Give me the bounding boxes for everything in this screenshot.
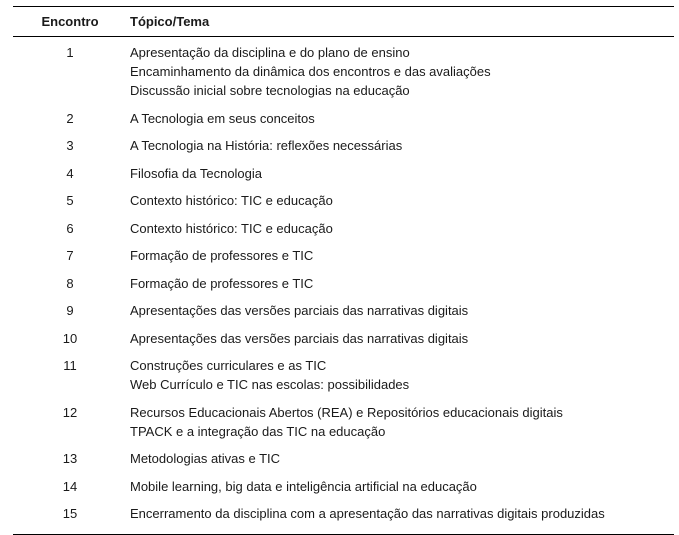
encontro-number: 3 (66, 138, 74, 153)
topico-cell (127, 329, 674, 348)
table-row (13, 164, 674, 183)
topico-cell (127, 504, 674, 523)
encontro-number: 6 (66, 220, 74, 236)
encontro-number: 2 (66, 110, 74, 126)
table-row (13, 136, 674, 155)
topico-line: Encerramento da disciplina com a apresentação das narrativas digitais produzidas (130, 506, 605, 521)
schedule-table (13, 6, 674, 535)
topico-line: Contexto histórico: TIC e educação (130, 220, 333, 236)
topico-line: Filosofia da Tecnologia (130, 165, 263, 181)
table-body (13, 37, 674, 534)
table-row (13, 43, 674, 100)
table-row (13, 301, 674, 320)
topico-cell (127, 109, 674, 128)
topico-cell (127, 219, 674, 238)
table-row (13, 504, 674, 523)
topico-cell (127, 191, 674, 210)
table-row (13, 356, 674, 394)
table-row (13, 109, 674, 128)
encontro-number: 12 (62, 404, 78, 420)
encontro-number: 4 (66, 165, 74, 181)
encontro-number: 9 (66, 303, 74, 318)
topico-line: Web Currículo e TIC nas escolas: possibilidades (130, 377, 410, 392)
topico-cell (127, 301, 674, 320)
topico-line: Metodologias ativas e TIC (130, 451, 281, 466)
topico-line: Formação de professores e TIC (130, 275, 314, 291)
table-header (13, 7, 674, 36)
table-row (13, 191, 674, 210)
encontro-number: 15 (62, 506, 78, 521)
topico-cell (127, 136, 674, 155)
topico-line: A Tecnologia em seus conceitos (130, 110, 315, 126)
topico-line: Mobile learning, big data e inteligência artificial na educação (130, 478, 477, 494)
table-row (13, 329, 674, 348)
topico-cell (127, 449, 674, 468)
topico-cell (127, 356, 674, 394)
table-row (13, 274, 674, 293)
table-row (13, 403, 674, 441)
topico-line: Contexto histórico: TIC e educação (130, 193, 333, 208)
encontro-number: 8 (66, 275, 74, 291)
topico-line: Apresentações das versões parciais das narrativas digitais (130, 330, 469, 346)
table-row (13, 449, 674, 468)
topico-cell (127, 274, 674, 293)
header-topico: Tópico/Tema (130, 14, 210, 29)
encontro-number: 13 (62, 451, 78, 466)
table-row (13, 477, 674, 496)
topico-line: Formação de professores e TIC (130, 248, 314, 263)
topico-cell (127, 43, 674, 100)
encontro-number: 1 (66, 45, 74, 60)
topico-cell (127, 403, 674, 441)
encontro-number: 5 (66, 193, 74, 208)
encontro-number: 10 (62, 330, 78, 346)
table-row (13, 219, 674, 238)
topico-line: Apresentações das versões parciais das narrativas digitais (130, 303, 469, 318)
topico-line: Construções curriculares e as TIC (130, 358, 327, 373)
topico-line: TPACK e a integração das TIC na educação (130, 423, 386, 439)
topico-cell (127, 246, 674, 265)
encontro-number: 11 (63, 358, 77, 373)
topico-line: A Tecnologia na História: reflexões necessárias (130, 138, 403, 153)
topico-line: Recursos Educacionais Abertos (REA) e Repositórios educacionais digitais (130, 404, 563, 420)
topico-line: Apresentação da disciplina e do plano de ensino (130, 45, 410, 60)
encontro-number: 14 (62, 478, 78, 494)
topico-line: Encaminhamento da dinâmica dos encontros e das avaliações (130, 64, 491, 79)
topico-cell (127, 164, 674, 183)
topico-line: Discussão inicial sobre tecnologias na educação (130, 83, 410, 98)
topico-cell (127, 477, 674, 496)
header-encontro: Encontro (41, 14, 99, 29)
table-row (13, 246, 674, 265)
encontro-number: 7 (66, 248, 74, 263)
